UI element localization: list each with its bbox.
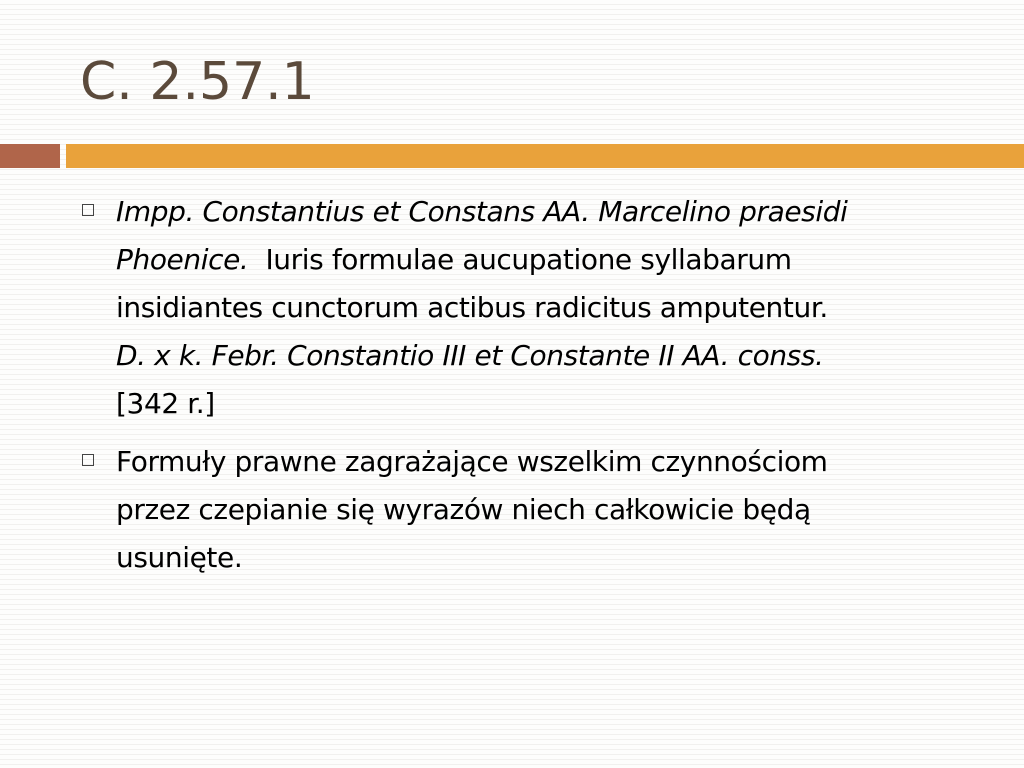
bullet-line-regular-part: Iuris formulae aucupatione syllabarum — [248, 243, 792, 276]
bullet-line: przez czepianie się wyrazów niech całkowicie będą — [116, 493, 811, 526]
bullet-polish-translation — [80, 438, 980, 582]
bullet-line: Impp. Constantius et Constans AA. Marcelino praesidi — [116, 195, 848, 228]
accent-bar-right — [66, 144, 1024, 168]
square-bullet-icon — [82, 454, 94, 466]
bullet-body — [116, 438, 980, 582]
bullet-line: insidiantes cunctorum actibus radicitus amputentur. — [116, 291, 828, 324]
bullet-line: Formuły prawne zagrażające wszelkim czynnościom — [116, 445, 828, 478]
square-bullet-icon — [82, 204, 94, 216]
bullet-line — [116, 236, 980, 284]
bullet-line: usunięte. — [116, 541, 243, 574]
bullet-list — [80, 188, 980, 592]
bullet-latin-text — [80, 188, 980, 428]
slide-title: C. 2.57.1 — [80, 52, 315, 112]
bullet-line: D. x k. Febr. Constantio III et Constante II AA. conss. — [116, 339, 824, 372]
accent-bar-left — [0, 144, 60, 168]
bullet-body — [116, 188, 980, 428]
bullet-line-italic-part: Phoenice. — [116, 243, 249, 276]
bullet-line: [342 r.] — [116, 387, 215, 420]
